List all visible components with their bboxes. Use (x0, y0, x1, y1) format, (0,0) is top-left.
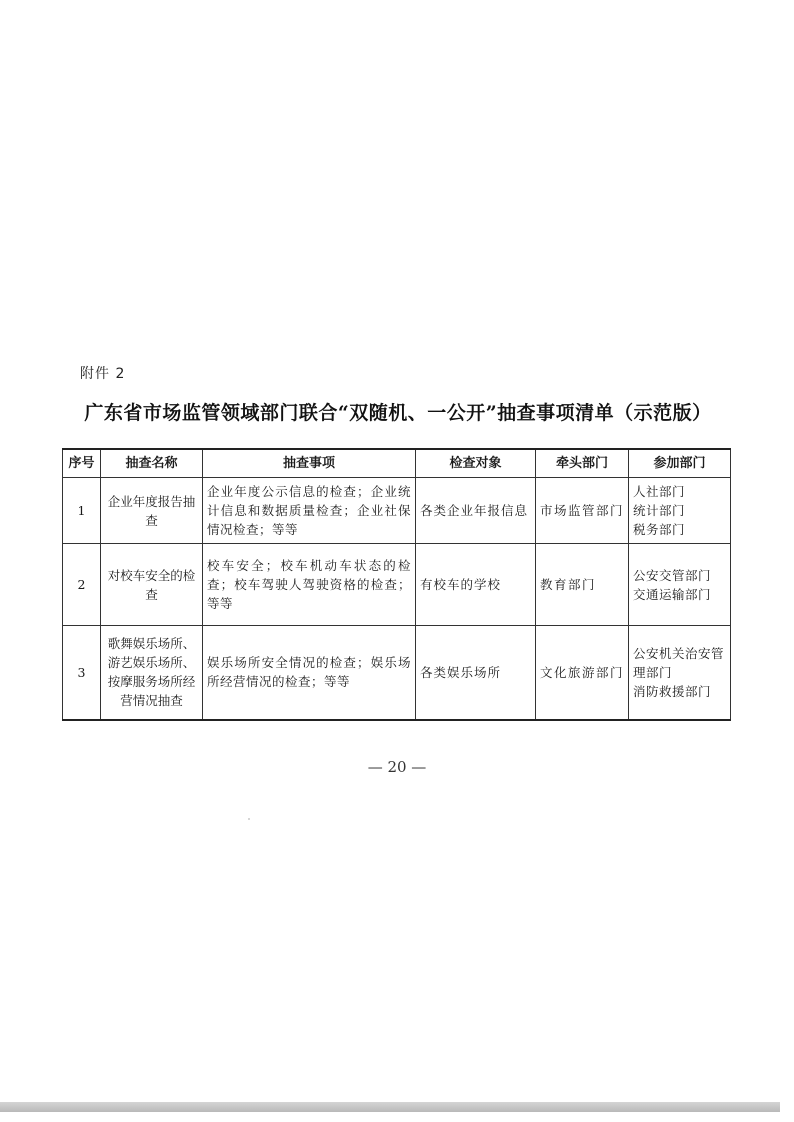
participant: 人社部门 (633, 484, 686, 499)
participant: 消防救援部门 (633, 683, 712, 699)
row-items: 娱乐场所安全情况的检查；娱乐场所经营情况的检查；等等 (203, 626, 416, 720)
participant: 公安机关治安管理部门 (633, 645, 725, 680)
row-lead: 教育部门 (536, 544, 629, 626)
inspection-items-table (62, 448, 731, 721)
participant: 交通运输部门 (633, 586, 712, 602)
row-name: 歌舞娱乐场所、游艺娱乐场所、按摩服务场所经营情况抽查 (101, 626, 203, 720)
header-no: 序号 (63, 449, 101, 478)
row-no: 3 (63, 626, 101, 720)
table-header-row (63, 449, 731, 478)
table-row (63, 478, 731, 544)
participant: 税务部门 (633, 522, 686, 537)
table-row (63, 626, 731, 720)
header-name: 抽查名称 (101, 449, 203, 478)
table-row (63, 544, 731, 626)
row-name: 对校车安全的检查 (101, 544, 203, 626)
participant: 统计部门 (633, 503, 686, 518)
row-lead: 市场监管部门 (536, 478, 629, 544)
row-items: 企业年度公示信息的检查；企业统计信息和数据质量检查；企业社保情况检查；等等 (203, 478, 416, 544)
row-items: 校车安全；校车机动车状态的检查；校车驾驶人驾驶资格的检查；等等 (203, 544, 416, 626)
row-participants (629, 478, 731, 544)
row-name: 企业年度报告抽查 (101, 478, 203, 544)
page-number: — 20 — (367, 758, 427, 776)
participant: 公安交管部门 (633, 567, 712, 583)
scan-speck (248, 818, 250, 820)
header-items: 抽查事项 (203, 449, 416, 478)
document-title: 广东省市场监管领域部门联合“双随机、一公开”抽查事项清单（示范版） (84, 402, 712, 424)
row-target: 各类企业年报信息 (416, 478, 536, 544)
header-participants: 参加部门 (629, 449, 731, 478)
row-lead: 文化旅游部门 (536, 626, 629, 720)
header-target: 检查对象 (416, 449, 536, 478)
header-lead: 牵头部门 (536, 449, 629, 478)
attachment-label: 附件 2 (80, 366, 126, 382)
row-target: 有校车的学校 (416, 544, 536, 626)
row-participants (629, 626, 731, 720)
scan-edge-shadow (0, 1102, 780, 1112)
row-participants (629, 544, 731, 626)
row-no: 1 (63, 478, 101, 544)
row-no: 2 (63, 544, 101, 626)
row-target: 各类娱乐场所 (416, 626, 536, 720)
